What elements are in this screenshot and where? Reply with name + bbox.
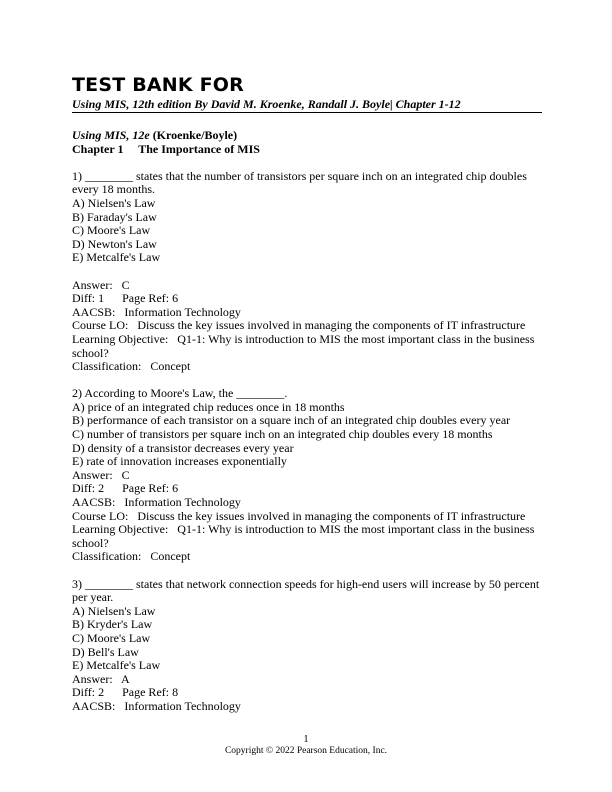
header-subtitle: Using MIS, 12th edition By David M. Kroenke, Randall J. Boyle| Chapter 1-12 bbox=[72, 97, 461, 111]
chapter-label: Chapter 1 bbox=[72, 141, 124, 156]
header-rule bbox=[72, 112, 542, 113]
page-number: 1 bbox=[303, 734, 309, 745]
question-meta-line: Classification: Concept bbox=[72, 359, 191, 374]
answer-option: D) Newton's Law bbox=[72, 236, 157, 251]
question-meta-line: Answer: C bbox=[72, 467, 130, 482]
question-meta-line: school? bbox=[72, 535, 109, 550]
answer-option: C) number of transistors per square inch on an integrated chip doubles every 18 months bbox=[72, 427, 493, 442]
answer-option: A) price of an integrated chip reduces once in 18 months bbox=[72, 399, 345, 414]
chapter-heading bbox=[72, 143, 542, 157]
question-list bbox=[72, 156, 542, 713]
book-line bbox=[72, 129, 542, 143]
question-stem-line: every 18 months. bbox=[72, 182, 155, 197]
question-meta-line: school? bbox=[72, 345, 109, 360]
question-meta-line: Learning Objective: Q1-1: Why is introduction to MIS the most important class in the business bbox=[72, 331, 535, 346]
question-meta-line: Learning Objective: Q1-1: Why is introduction to MIS the most important class in the business bbox=[72, 522, 535, 537]
question-meta-line: Diff: 2 Page Ref: 6 bbox=[72, 481, 179, 496]
answer-option: E) Metcalfe's Law bbox=[72, 250, 161, 265]
header-title: TEST BANK FOR bbox=[72, 74, 244, 96]
question-meta-line: AACSB: Information Technology bbox=[72, 495, 241, 510]
question-gap bbox=[72, 374, 542, 388]
answer-option: B) Kryder's Law bbox=[72, 617, 153, 632]
answer-option: C) Moore's Law bbox=[72, 630, 151, 645]
question-meta-line: Answer: C bbox=[72, 277, 130, 292]
question-stem-line: 1) ________ states that the number of transistors per square inch on an integrated chip doubles bbox=[72, 168, 527, 183]
chapter-title: The Importance of MIS bbox=[138, 141, 260, 156]
question-stem-line: 3) ________ states that network connection speeds for high-end users will increase by 50 percent bbox=[72, 576, 540, 591]
book-title: Using MIS, 12e bbox=[72, 128, 150, 142]
question-meta-line: AACSB: Information Technology bbox=[72, 304, 241, 319]
answer-option: C) Moore's Law bbox=[72, 223, 151, 238]
question-meta-line: Answer: A bbox=[72, 671, 130, 686]
document-body bbox=[72, 129, 542, 714]
question-meta-line: Diff: 2 Page Ref: 8 bbox=[72, 685, 179, 700]
answer-option: E) Metcalfe's Law bbox=[72, 658, 161, 673]
answer-option: D) density of a transistor decreases every year bbox=[72, 440, 294, 455]
question-stem-line: 2) According to Moore's Law, the ________. bbox=[72, 386, 288, 401]
question-block bbox=[72, 578, 542, 714]
answer-option: A) Nielsen's Law bbox=[72, 195, 156, 210]
question-meta-line: Classification: Concept bbox=[72, 549, 191, 564]
answer-option: A) Nielsen's Law bbox=[72, 603, 156, 618]
question-meta-line: Course LO: Discuss the key issues involved in managing the components of IT infrastructure bbox=[72, 318, 526, 333]
question-meta-line: Diff: 1 Page Ref: 6 bbox=[72, 291, 179, 306]
question-gap bbox=[72, 156, 542, 170]
answer-option: E) rate of innovation increases exponentially bbox=[72, 454, 287, 469]
answer-option: B) Faraday's Law bbox=[72, 209, 157, 224]
question-stem-line: per year. bbox=[72, 590, 114, 605]
question-meta-line: Course LO: Discuss the key issues involved in managing the components of IT infrastructure bbox=[72, 508, 526, 523]
question-block bbox=[72, 387, 542, 564]
copyright-notice: Copyright © 2022 Pearson Education, Inc. bbox=[224, 746, 388, 756]
question-gap bbox=[72, 564, 542, 578]
answer-option: B) performance of each transistor on a square inch of an integrated chip doubles every year bbox=[72, 413, 511, 428]
question-block bbox=[72, 170, 542, 374]
book-authors: (Kroenke/Boyle) bbox=[152, 128, 238, 142]
answer-gap bbox=[72, 265, 542, 279]
answer-option: D) Bell's Law bbox=[72, 644, 139, 659]
question-meta-line: AACSB: Information Technology bbox=[72, 698, 241, 713]
